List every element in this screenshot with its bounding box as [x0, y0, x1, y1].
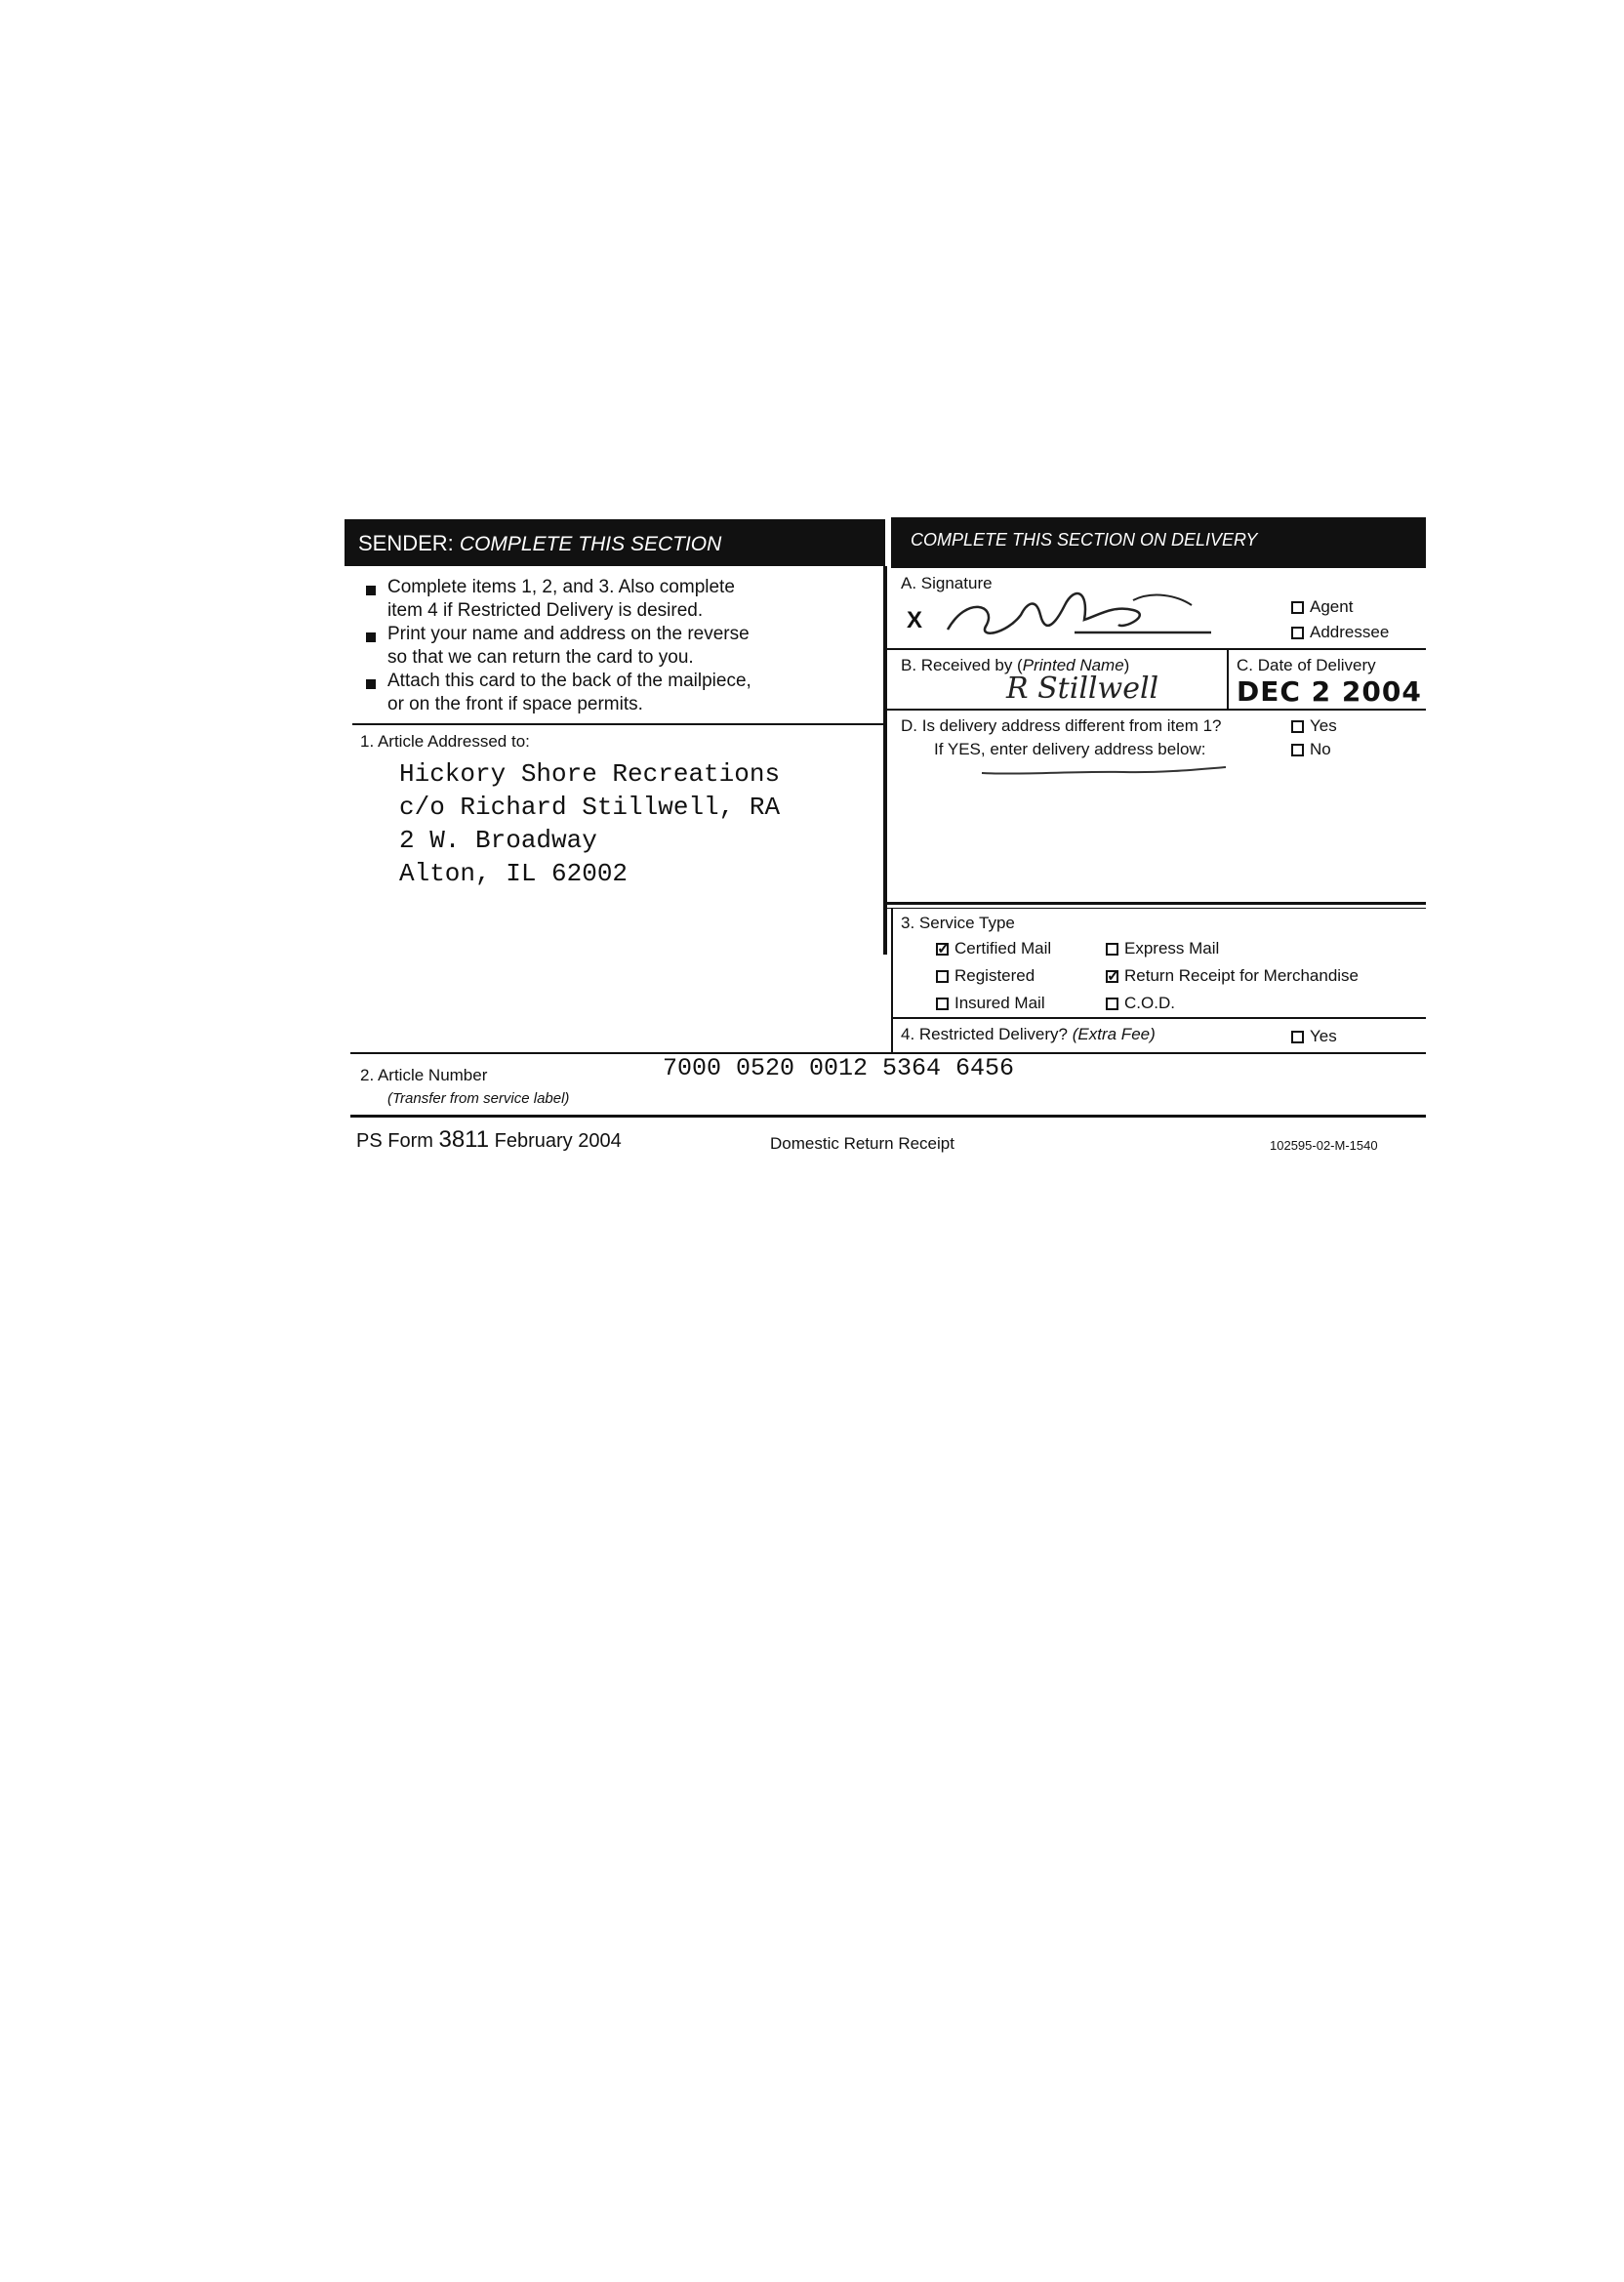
footer-code: 102595-02-M-1540: [1270, 1138, 1378, 1153]
agent-label: Agent: [1310, 597, 1354, 616]
cod-option[interactable]: [1106, 992, 1175, 1015]
address-line-4: Alton, IL 62002: [399, 859, 629, 888]
restricted-yes-label: Yes: [1310, 1027, 1337, 1045]
different-no-label: No: [1310, 740, 1331, 758]
instruction-1-line-1: Complete items 1, 2, and 3. Also complete: [387, 577, 735, 597]
delivery-left-border: [883, 566, 887, 955]
restricted-delivery-label: [901, 1023, 1156, 1046]
express-option[interactable]: [1106, 937, 1219, 960]
sender-header: [345, 519, 885, 566]
different-yes-label: Yes: [1310, 716, 1337, 735]
bullet-icon: [366, 632, 376, 642]
different-yes-checkbox[interactable]: [1291, 720, 1304, 733]
return-receipt-checkbox[interactable]: [1106, 970, 1118, 983]
certified-option[interactable]: [936, 937, 1051, 960]
delivery-bottom-border: [883, 902, 1426, 905]
address-line-1: Hickory Shore Recreations: [399, 759, 781, 789]
agent-checkbox[interactable]: [1291, 601, 1304, 614]
divider: [352, 723, 885, 725]
article-number-label: 2. Article Number: [360, 1066, 488, 1084]
footer-form: [356, 1128, 622, 1153]
instruction-3-line-2: or on the front if space permits.: [387, 694, 643, 714]
article-addressed-label: 1. Article Addressed to:: [360, 732, 530, 751]
insured-checkbox[interactable]: [936, 998, 949, 1010]
bullet-icon: [366, 586, 376, 595]
return-receipt-card: [343, 517, 1426, 1191]
different-yes-option[interactable]: [1291, 714, 1337, 738]
return-receipt-option[interactable]: [1106, 964, 1359, 988]
cod-checkbox[interactable]: [1106, 998, 1118, 1010]
addressee-label: Addressee: [1310, 623, 1390, 641]
footer-form-date: February 2004: [494, 1130, 622, 1152]
received-by-italic: Printed Name: [1022, 656, 1124, 674]
signature-x-mark: X: [907, 607, 923, 633]
express-label: Express Mail: [1124, 939, 1220, 958]
restricted-text: 4. Restricted Delivery?: [901, 1025, 1069, 1043]
delivery-header-text: COMPLETE THIS SECTION ON DELIVERY: [911, 530, 1258, 550]
certified-checkbox[interactable]: [936, 943, 949, 956]
different-no-option[interactable]: [1291, 738, 1331, 761]
sender-header-bold: SENDER:: [358, 531, 454, 555]
handwritten-signature-icon: [928, 576, 1221, 644]
signature-label: A. Signature: [901, 574, 993, 592]
restricted-yes-option[interactable]: [1291, 1025, 1337, 1048]
registered-checkbox[interactable]: [936, 970, 949, 983]
addressee-option[interactable]: [1291, 621, 1389, 644]
different-address-sub: If YES, enter delivery address below:: [934, 740, 1206, 758]
different-address-label: D. Is delivery address different from item 1?: [901, 716, 1222, 735]
instruction-2-line-1: Print your name and address on the reverse: [387, 624, 750, 644]
insured-option[interactable]: [936, 992, 1045, 1015]
agent-option[interactable]: [1291, 595, 1353, 619]
divider-vertical: [1227, 648, 1229, 709]
received-by-value: R Stillwell: [1006, 672, 1159, 706]
divider: [887, 709, 1426, 711]
divider: [887, 648, 1426, 650]
article-number-sublabel: (Transfer from service label): [387, 1090, 570, 1107]
addressee-checkbox[interactable]: [1291, 627, 1304, 639]
date-of-delivery-stamp: DEC 2 2004: [1237, 675, 1422, 708]
different-no-checkbox[interactable]: [1291, 744, 1304, 756]
footer-form-number: 3811: [438, 1126, 490, 1153]
divider: [350, 1115, 1426, 1118]
return-receipt-label: Return Receipt for Merchandise: [1124, 966, 1360, 985]
service-type-label: 3. Service Type: [901, 914, 1015, 932]
registered-option[interactable]: [936, 964, 1035, 988]
insured-label: Insured Mail: [954, 994, 1045, 1012]
certified-label: Certified Mail: [954, 939, 1052, 958]
sender-header-italic: COMPLETE THIS SECTION: [459, 533, 722, 555]
footer-form-label: PS Form: [356, 1130, 433, 1152]
footer-title: Domestic Return Receipt: [770, 1134, 954, 1153]
address-line-2: c/o Richard Stillwell, RA: [399, 793, 781, 822]
delivery-header: [891, 517, 1426, 568]
instruction-1-line-2: item 4 if Restricted Delivery is desired.: [387, 600, 704, 621]
bullet-icon: [366, 679, 376, 689]
received-by-close: ): [1123, 656, 1130, 674]
instruction-3-line-1: Attach this card to the back of the mailpiece,: [387, 671, 751, 691]
service-left-border: [891, 908, 893, 1052]
delivery-bottom-border-2: [885, 908, 1426, 909]
registered-label: Registered: [954, 966, 1035, 985]
date-of-delivery-label: C. Date of Delivery: [1237, 656, 1376, 674]
restricted-yes-checkbox[interactable]: [1291, 1031, 1304, 1043]
express-checkbox[interactable]: [1106, 943, 1118, 956]
divider: [891, 1017, 1426, 1019]
instruction-2-line-2: so that we can return the card to you.: [387, 647, 694, 668]
address-line-3: 2 W. Broadway: [399, 826, 597, 855]
restricted-extra-fee: (Extra Fee): [1072, 1025, 1156, 1043]
cod-label: C.O.D.: [1124, 994, 1175, 1012]
received-by-text: B. Received by (: [901, 656, 1023, 674]
scribble-line-icon: [977, 761, 1231, 781]
article-number-value: 7000 0520 0012 5364 6456: [663, 1054, 1015, 1082]
